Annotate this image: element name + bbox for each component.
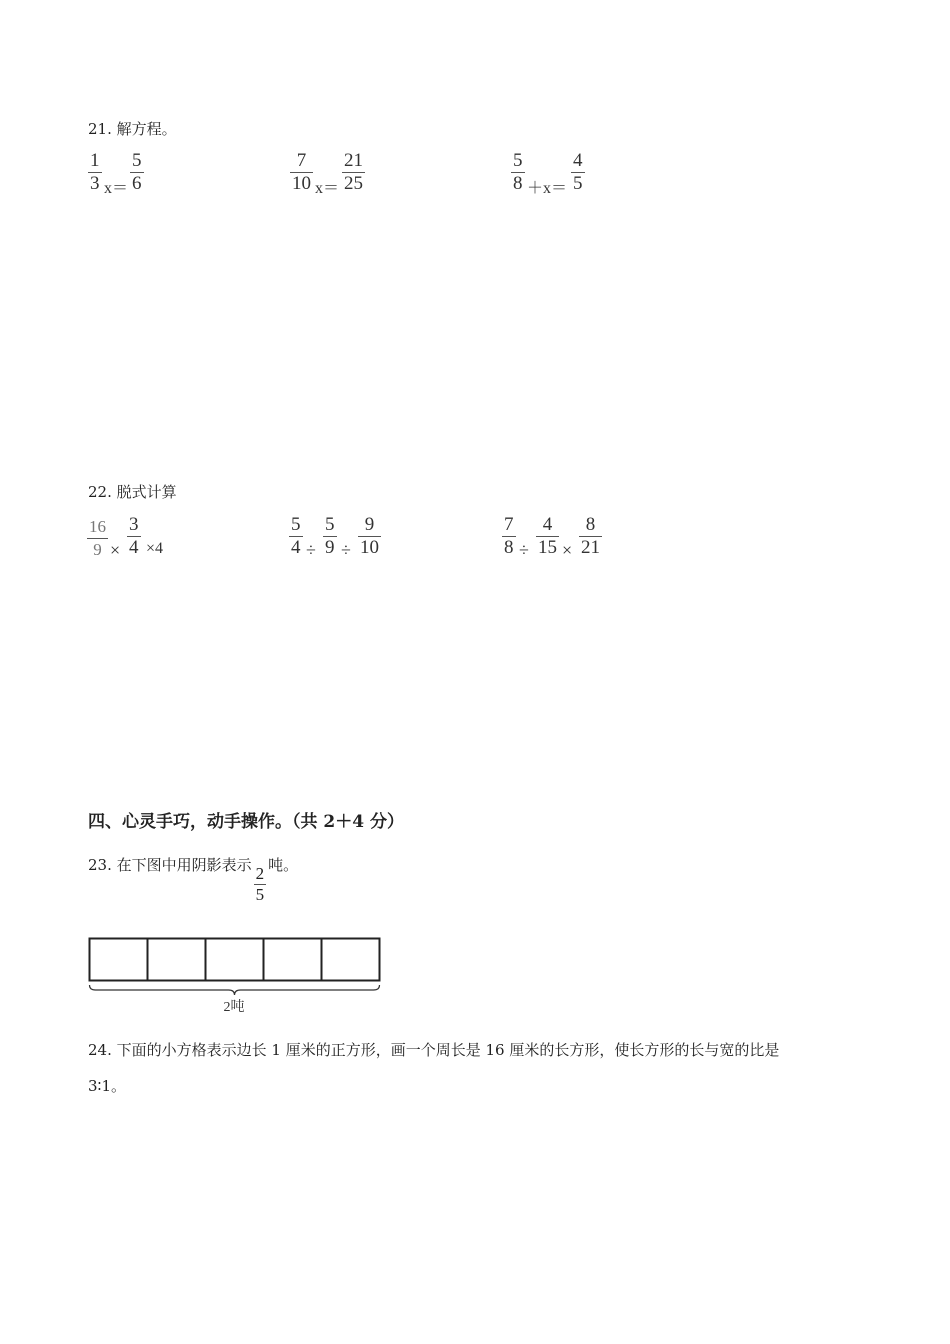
fraction — [130, 150, 144, 195]
numerator: 5 — [291, 514, 301, 535]
numerator: 21 — [344, 150, 363, 171]
denominator: 10 — [292, 173, 311, 194]
bar-label: 2吨 — [223, 1000, 245, 1015]
fraction — [254, 864, 267, 905]
numerator: 5 — [325, 514, 335, 535]
fraction — [511, 150, 525, 195]
fraction — [342, 150, 365, 195]
numerator: 7 — [504, 514, 514, 535]
numerator: 7 — [296, 150, 307, 171]
fraction — [579, 514, 602, 559]
denominator: 3 — [90, 173, 100, 194]
q21-title: 21. 解方程。 — [88, 120, 177, 138]
operator: x＝ — [315, 180, 340, 197]
numerator: 2 — [255, 864, 265, 883]
operator: × — [562, 540, 573, 560]
q24-line-1: 24. 下面的小方格表示边长 1 厘米的正方形，画一个周长是 16 厘米的长方形，使长方形的长与宽的比是 — [88, 1041, 780, 1059]
operator: ÷ — [341, 540, 351, 560]
operator: ÷ — [519, 540, 529, 560]
denominator: 5 — [573, 173, 583, 194]
fraction — [571, 150, 585, 195]
denominator: 21 — [581, 537, 600, 558]
denominator: 10 — [360, 537, 379, 558]
fraction — [289, 514, 303, 559]
numerator: 16 — [89, 517, 106, 536]
numerator: 5 — [132, 150, 142, 171]
denominator: 25 — [344, 173, 363, 194]
q24-line-2: 3∶1。 — [88, 1077, 126, 1095]
numerator: 8 — [585, 514, 596, 535]
numerator: 5 — [513, 150, 523, 171]
operator: x＝ — [104, 180, 129, 197]
denominator: 8 — [504, 537, 514, 558]
operator: ×4 — [146, 540, 164, 557]
numerator: 1 — [90, 150, 100, 171]
denominator: 5 — [255, 885, 265, 904]
numerator: 9 — [364, 514, 375, 535]
q22-title: 22. 脱式计算 — [88, 483, 177, 501]
numerator: 4 — [542, 514, 553, 535]
bar-cell[interactable] — [264, 939, 322, 981]
operator: ＋x＝ — [527, 180, 568, 197]
q23-prefix: 23. 在下图中用阴影表示 — [88, 856, 252, 874]
q23-text — [88, 845, 298, 905]
fraction — [358, 514, 381, 559]
denominator: 15 — [538, 537, 557, 558]
denominator: 4 — [291, 537, 301, 558]
numerator: 3 — [129, 514, 139, 535]
bar-cell[interactable] — [90, 939, 148, 981]
denominator: 9 — [325, 537, 335, 558]
fraction — [502, 514, 516, 559]
fraction — [323, 514, 337, 559]
bar-cell[interactable] — [322, 939, 380, 981]
q23-suffix: 吨。 — [268, 856, 299, 874]
bar-diagram — [88, 937, 388, 1017]
denominator: 9 — [93, 540, 102, 559]
fraction — [87, 516, 108, 561]
section-heading: 四、心灵手巧，动手操作。（共 2＋4 分） — [88, 812, 404, 832]
fraction — [290, 150, 313, 195]
denominator: 6 — [132, 173, 142, 194]
denominator: 4 — [129, 537, 139, 558]
brace — [90, 985, 380, 995]
operator: ÷ — [306, 540, 316, 560]
fraction — [536, 514, 559, 559]
bar-cell[interactable] — [206, 939, 264, 981]
fraction — [88, 150, 102, 195]
bar-cell[interactable] — [148, 939, 206, 981]
numerator: 4 — [573, 150, 583, 171]
fraction — [127, 514, 141, 559]
operator: × — [110, 540, 121, 560]
denominator: 8 — [513, 173, 523, 194]
